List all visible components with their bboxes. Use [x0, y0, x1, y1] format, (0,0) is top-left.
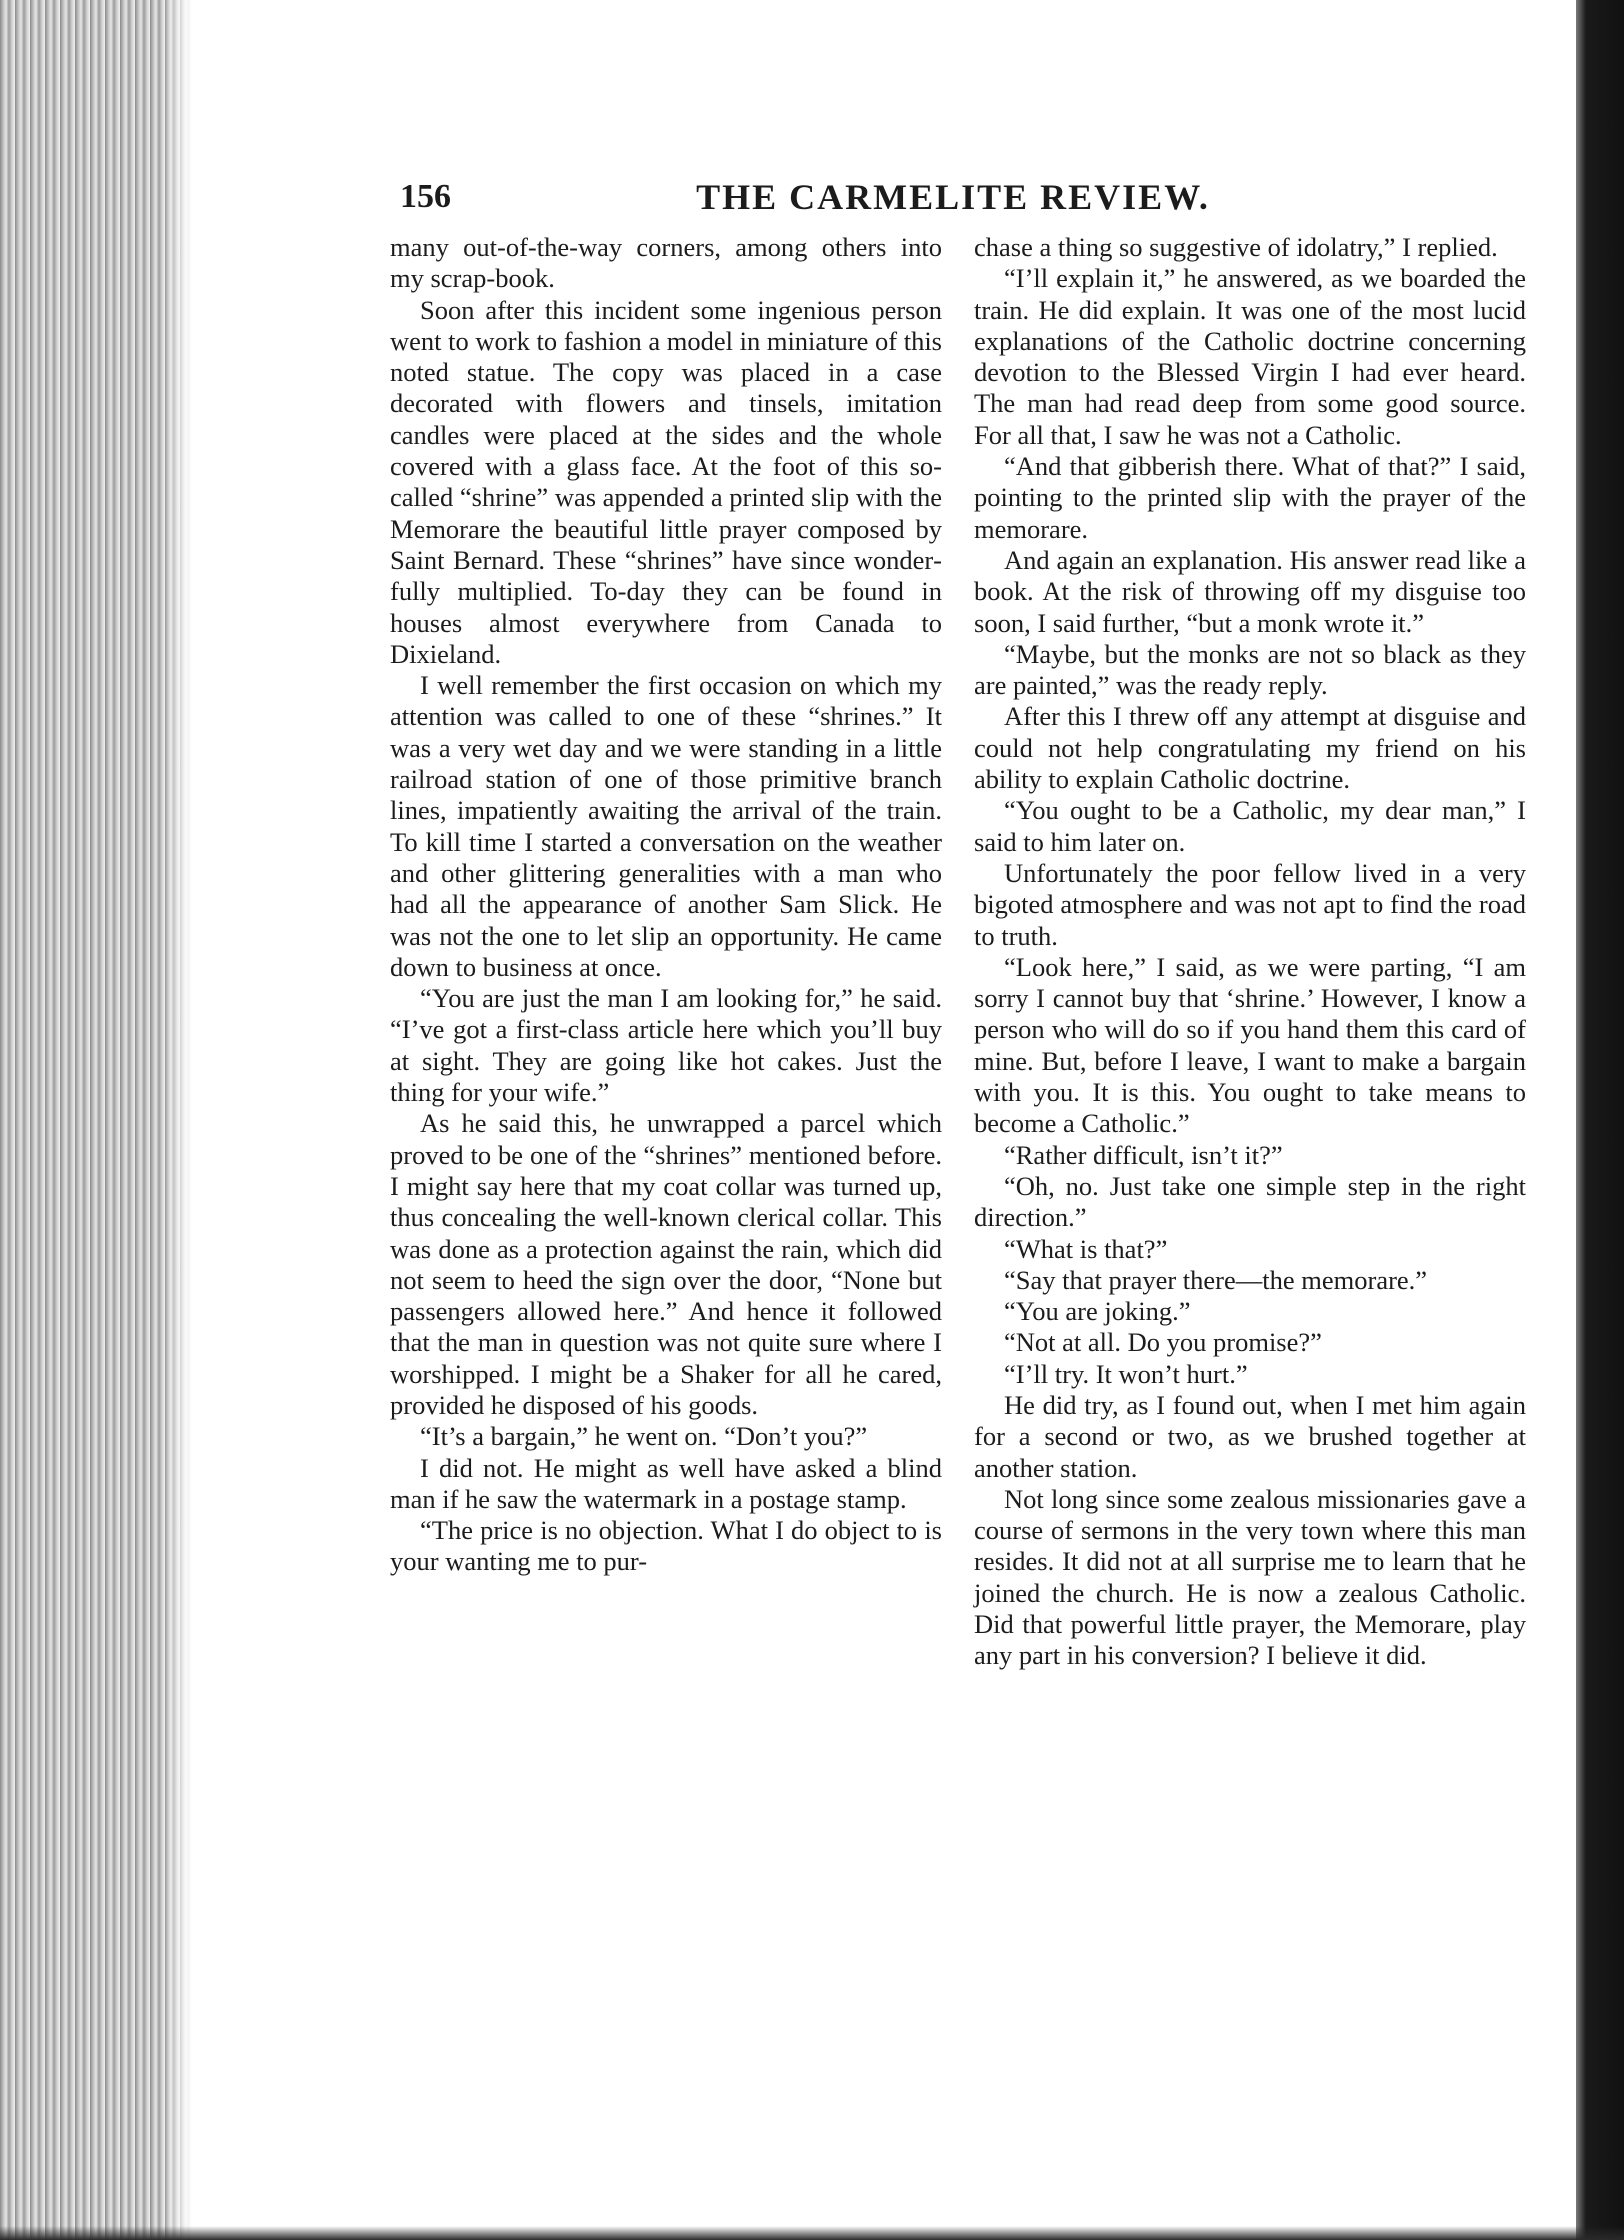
- paragraph: After this I threw off any attempt at disguise and could not help congratulating my friend on his ability to explain Catholic doctrine.: [974, 701, 1526, 795]
- paragraph: “I’ll explain it,” he answered, as we boarded the train. He did explain. It was one of the most lucid explanations of the Catholic doctrine concerning devotion to the Blessed Virgin I had ever heard. The man had read deep from some good source. For all that, I saw he was not a Catholic.: [974, 263, 1526, 450]
- paragraph: “Oh, no. Just take one simple step in the right direction.”: [974, 1170, 1526, 1233]
- page-header: [388, 170, 1518, 226]
- paragraph: “Rather difficult, isn’t it?”: [1004, 1139, 1283, 1170]
- right-column: [974, 232, 1526, 1672]
- paragraph: And again an explanation. His answer read like a book. At the risk of throwing off my disguise too soon, I said further, “but a monk wrote it.”: [974, 544, 1526, 638]
- paragraph: many out-of-the-way corners, among others into my scrap-book.: [390, 232, 942, 294]
- paragraph: Not long since some zealous missionaries gave a course of sermons in the very town where this man resides. It did not at all surprise me to learn that he joined the church. He is now a zealous Catholic. Did that powerful little prayer, the Memorare, play any part in his conversion? I believe it did.: [974, 1483, 1526, 1671]
- running-title: THE CARMELITE REVIEW.: [696, 177, 1210, 217]
- paragraph: As he said this, he unwrapped a parcel which proved to be one of the “shrines” mentioned before. I might say here that my coat collar was turned up, thus concealing the well-known clerical collar. This was done as a protection against the rain, which did not seem to heed the sign over the door, “None but passengers allowed here.” And hence it followed that the man in question was not quite sure where I worshipped. I might be a Shaker for all he cared, provided he disposed of his goods.: [390, 1108, 942, 1420]
- paragraph: “I’ll try. It won’t hurt.”: [1004, 1358, 1248, 1389]
- paragraph: chase a thing so suggestive of idolatry,” I replied.: [974, 232, 1498, 262]
- paragraph: “Look here,” I said, as we were parting, “I am sorry I cannot buy that ‘shrine.’ However, I know a person who will do so if you hand them this card of mine. But, before I leave, I want to make a bargain with you. It is this. You ought to take means to become a Catholic.”: [974, 951, 1526, 1139]
- page-bottom-shadow: [0, 2226, 1624, 2240]
- paragraph: “Not at all. Do you promise?”: [1004, 1327, 1322, 1358]
- paragraph: “Say that prayer there—the memorare.”: [1004, 1264, 1428, 1295]
- paragraph: “And that gibberish there. What of that?” I said, pointing to the printed slip with the prayer of the memorare.: [974, 451, 1526, 544]
- paragraph: “Maybe, but the monks are not so black as they are painted,” was the ready reply.: [974, 638, 1526, 701]
- paragraph: “It’s a bargain,” he went on. “Don’t you?”: [420, 1421, 868, 1452]
- paragraph: He did try, as I found out, when I met him again for a second or two, as we brushed together at another station.: [974, 1389, 1526, 1483]
- left-column: [390, 232, 942, 1578]
- book-page-edges: [0, 0, 192, 2240]
- book-spine: [1576, 0, 1624, 2240]
- paragraph: “You ought to be a Catholic, my dear man,” I said to him later on.: [974, 795, 1526, 857]
- paragraph: “The price is no objection. What I do object to is your wanting me to pur-: [390, 1515, 942, 1577]
- paragraph: “What is that?”: [1004, 1233, 1168, 1264]
- paragraph: Unfortunately the poor fellow lived in a very bigoted atmosphere and was not apt to find the road to truth.: [974, 857, 1526, 951]
- paragraph: I well remember the first occasion on which my attention was called to one of these “shrines.” It was a very wet day and we were standing in a little railroad station of one of those primitive branch lines, impatiently awaiting the arrival of the train. To kill time I started a conversation on the weather and other glittering generalities with a man who had all the appearance of another Sam Slick. He was not the one to let slip an opportunity. He came down to business at once.: [390, 670, 942, 982]
- paragraph: I did not. He might as well have asked a blind man if he saw the watermark in a postage stamp.: [390, 1452, 942, 1514]
- paragraph: “You are just the man I am looking for,” he said. “I’ve got a first-class article here which you’ll buy at sight. They are going like hot cakes. Just the thing for your wife.”: [390, 983, 942, 1108]
- paragraph: “You are joking.”: [1004, 1296, 1191, 1327]
- page-number: 156: [400, 178, 451, 215]
- paragraph: Soon after this incident some ingenious person went to work to fashion a model in miniature of this noted statue. The copy was placed in a case decorated with flowers and tinsels, imitation candles were placed at the sides and the whole covered with a glass face. At the foot of this so-called “shrine” was appended a printed slip with the Memorare the beautiful little prayer composed by Saint Bernard. These “shrines” have since wonderfully multiplied. To-day they can be found in houses almost everywhere from Canada to Dixieland.: [390, 294, 942, 669]
